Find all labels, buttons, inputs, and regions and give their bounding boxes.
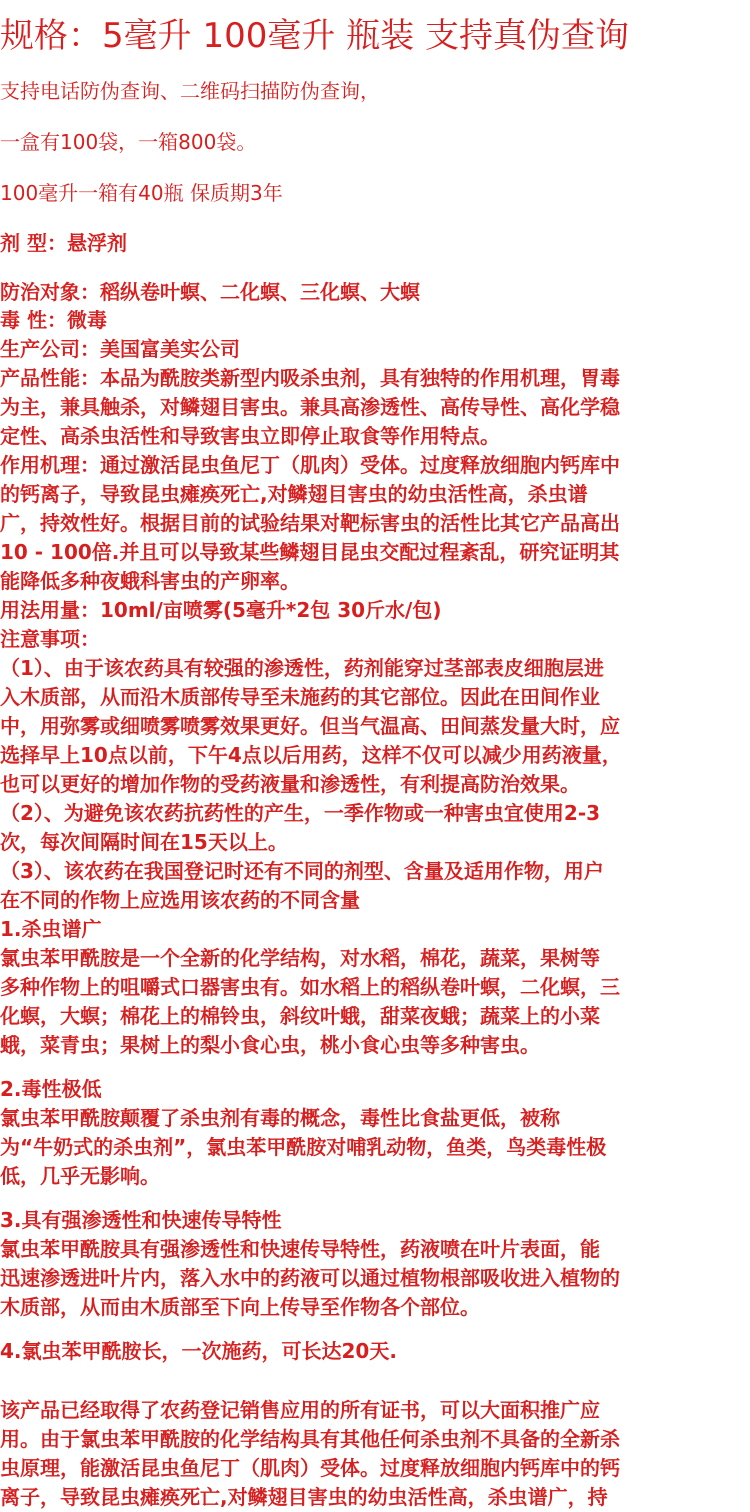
detail-line: 定性、高杀虫活性和导致害虫立即停止取食等作用特点。 (0, 424, 500, 448)
closing-line: 离子，导致昆虫瘫痪死亡,对鳞翅目害虫的幼虫活性高，杀虫谱广，持 (0, 1485, 608, 1509)
intro-line: 100毫升一箱有40瓶 保质期3年 (0, 181, 283, 205)
spec-title: 规格：5毫升 100毫升 瓶装 支持真伪查询 (0, 16, 629, 56)
detail-line: （3）、该农药在我国登记时还有不同的剂型、含量及适用作物，用户 (0, 859, 604, 883)
detail-line: 也可以更好的增加作物的受药液量和渗透性，有利提高防治效果。 (0, 772, 580, 796)
section-heading: 3.具有强渗透性和快速传导特性 (0, 1208, 282, 1232)
closing-line: 用。由于氯虫苯甲酰胺的化学结构具有其他任何杀虫剂不具备的全新杀 (0, 1427, 620, 1451)
detail-line: 中，用弥雾或细喷雾喷雾效果更好。但当气温高、田间蒸发量大时，应 (0, 714, 620, 738)
detail-line: 选择早上10点以前，下午4点以后用药，这样不仅可以减少用药液量， (0, 743, 622, 767)
intro-line: 支持电话防伪查询、二维码扫描防伪查询， (0, 79, 380, 103)
detail-line: 用法用量：10ml/亩喷雾(5毫升*2包 30斤水/包) (0, 598, 442, 622)
closing-line: 该产品已经取得了农药登记销售应用的所有证书，可以大面积推广应 (0, 1398, 600, 1422)
detail-line: 广，持效性好。根据目前的试验结果对靶标害虫的活性比其它产品高出 (0, 511, 620, 535)
detail-line: 防治对象：稻纵卷叶螟、二化螟、三化螟、大螟 (0, 280, 420, 304)
section-heading: 4.氯虫苯甲酰胺长，一次施药，可长达20天. (0, 1339, 397, 1363)
detail-line: 作用机理：通过激活昆虫鱼尼丁（肌肉）受体。过度释放细胞内钙库中 (0, 453, 620, 477)
detail-line: （2）、为避免该农药抗药性的产生，一季作物或一种害虫宜使用2-3 (0, 801, 601, 825)
intro-line: 一盒有100袋，一箱800袋。 (0, 130, 257, 154)
detail-line: 在不同的作物上应选用该农药的不同含量 (0, 888, 360, 912)
detail-line: 能降低多种夜蛾科害虫的产卵率。 (0, 569, 300, 593)
closing-line: 虫原理，能激活昆虫鱼尼丁（肌肉）受体。过度释放细胞内钙库中的钙 (0, 1456, 620, 1480)
detail-line: 生产公司：美国富美实公司 (0, 337, 240, 361)
formulation-line: 剂 型：悬浮剂 (0, 231, 127, 255)
section-line: 氯虫苯甲酰胺颠覆了杀虫剂有毒的概念，毒性比食盐更低，被称 (0, 1106, 560, 1130)
detail-line: （1）、由于该农药具有较强的渗透性，药剂能穿过茎部表皮细胞层进 (0, 656, 604, 680)
section-line: 为“牛奶式的杀虫剂”，氯虫苯甲酰胺对哺乳动物，鱼类，鸟类毒性极 (0, 1135, 607, 1159)
section-heading: 1.杀虫谱广 (0, 917, 102, 941)
section-line: 氯虫苯甲酰胺是一个全新的化学结构，对水稻，棉花，蔬菜，果树等 (0, 946, 600, 970)
section-line: 迅速渗透进叶片内，落入水中的药液可以通过植物根部吸收进入植物的 (0, 1266, 620, 1290)
detail-line: 的钙离子，导致昆虫瘫痪死亡,对鳞翅目害虫的幼虫活性高，杀虫谱 (0, 482, 588, 506)
section-line: 化螟，大螟；棉花上的棉铃虫，斜纹叶蛾，甜菜夜蛾；蔬菜上的小菜 (0, 1004, 600, 1028)
section-line: 低，几乎无影响。 (0, 1164, 160, 1188)
detail-line: 次，每次间隔时间在15天以上。 (0, 830, 288, 854)
detail-line: 入木质部，从而沿木质部传导至未施药的其它部位。因此在田间作业 (0, 685, 600, 709)
detail-line: 产品性能：本品为酰胺类新型内吸杀虫剂，具有独特的作用机理，胃毒 (0, 366, 620, 390)
detail-line: 毒 性：微毒 (0, 308, 107, 332)
detail-line: 注意事项： (0, 627, 100, 651)
section-line: 木质部，从而由木质部至下向上传导至作物各个部位。 (0, 1295, 480, 1319)
section-heading: 2.毒性极低 (0, 1077, 102, 1101)
detail-line: 10 - 100倍.并且可以导致某些鳞翅目昆虫交配过程紊乱，研究证明其 (0, 540, 620, 564)
section-line: 氯虫苯甲酰胺具有强渗透性和快速传导特性，药液喷在叶片表面，能 (0, 1237, 600, 1261)
detail-line: 为主，兼具触杀，对鳞翅目害虫。兼具高渗透性、高传导性、高化学稳 (0, 395, 620, 419)
section-line: 多种作物上的咀嚼式口器害虫有。如水稻上的稻纵卷叶螟，二化螟，三 (0, 975, 620, 999)
section-line: 蛾，菜青虫；果树上的梨小食心虫，桃小食心虫等多种害虫。 (0, 1033, 540, 1057)
